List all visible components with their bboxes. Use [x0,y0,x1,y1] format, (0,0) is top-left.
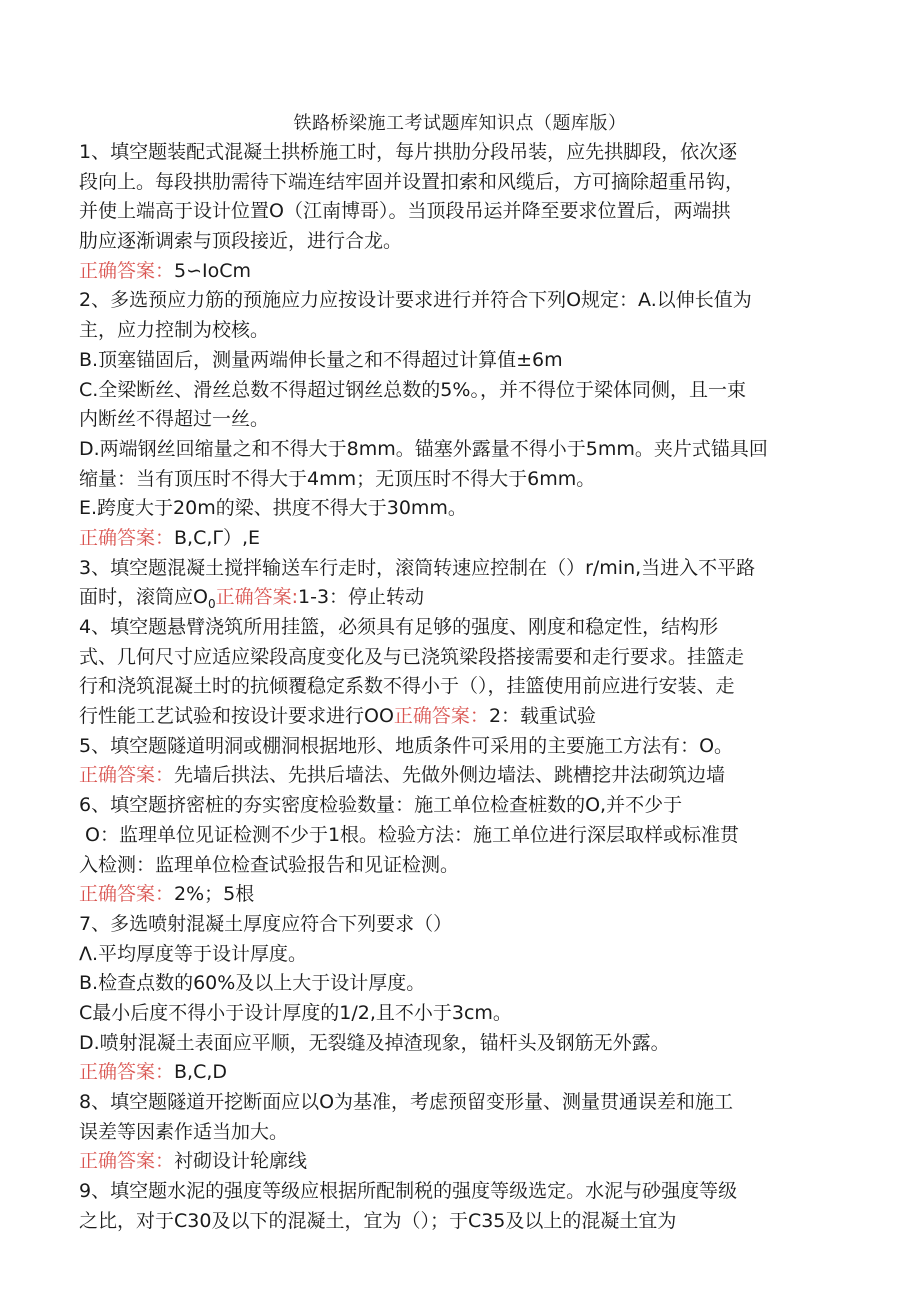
question-2-option-d-line-2: 缩量：当有顶压时不得大于4mm；无顶压时不得大于6mm。 [79,467,596,490]
answer-6 [79,880,849,910]
question-4-line-4-text: 行性能工艺试验和按设计要求进行OO [79,705,394,728]
answer-value: 5∽IoCm [174,259,252,282]
question-4-line-3: 行和浇筑混凝土时的抗倾覆稳定系数不得小于（），挂篮使用前应进行安装、走 [79,675,735,698]
question-2-option-b: B.顶塞锚固后，测量两端伸长量之和不得超过计算值±6m [79,348,563,371]
question-1-line-1: 1、填空题装配式混凝土拱桥施工时，每片拱肋分段吊装，应先拱脚段，依次逐 [79,141,738,163]
question-5-line-1: 5、填空题隧道明洞或棚洞根据地形、地质条件可采用的主要施工方法有：O。 [79,734,734,757]
question-6-line-2: O：监理单位见证检测不少于1根。检验方法：施工单位进行深层取样或标准贯 [85,823,740,846]
question-3-line-2-text: 面时，滚筒应O [79,586,208,609]
answer-8 [79,1147,849,1177]
question-6-line-3: 入检测：监理单位检查试验报告和见证检测。 [79,853,460,876]
answer-label: 正确答案： [79,526,175,549]
question-4-line-1: 4、填空题悬臂浇筑所用挂篮，必须具有足够的强度、刚度和稳定性，结构形 [79,616,719,638]
question-2-option-c-line-2: 内断丝不得超过一丝。 [79,408,270,431]
question-6-line-1: 6、填空题挤密桩的夯实密度检验数量：施工单位检查桩数的O,并不少于 [79,794,683,817]
question-7-line-1: 7、多选喷射混凝土厚度应符合下列要求（） [79,912,453,935]
answer-label: 正确答案: [215,586,299,609]
answer-label: 正确答案： [79,1150,175,1173]
answer-value: 1-3：停止转动 [298,586,425,609]
answer-2 [79,524,849,554]
question-2-option-e: E.跨度大于20m的梁、拱度不得大于30mm。 [79,497,467,520]
answer-label: 正确答案： [79,259,175,282]
answer-1 [79,257,849,287]
question-1-line-4: 肋应逐渐调索与顶段接近，进行合龙。 [79,230,403,253]
question-2-option-d-line-1: D.两端钢丝回缩量之和不得大于8mm。锚塞外露量不得小于5mm。夹片式锚具回 [79,437,768,460]
answer-value: B,C,D [174,1061,228,1084]
question-2-option-c-line-1: C.全梁断丝、滑丝总数不得超过钢丝总数的5%。，并不得位于梁体同侧，且一束 [79,378,746,401]
question-8-line-1: 8、填空题隧道开挖断面应以O为基准，考虑预留变形量、测量贯通误差和施工 [79,1091,734,1113]
question-3-subscript: 0 [207,597,216,612]
answer-label: 正确答案： [79,883,175,906]
question-1-line-2: 段向上。每段拱肋需待下端连结牢固并设置扣索和风缆后，方可摘除超重吊钩， [79,170,745,193]
answer-value: 先墙后拱法、先拱后墙法、先做外侧边墙法、跳槽挖井法砌筑边墙 [174,764,726,787]
question-7-option-d: D.喷射混凝土表面应平顺，无裂缝及掉渣现象，锚杆头及钢筋无外露。 [79,1031,670,1054]
answer-label: 正确答案： [79,764,175,787]
answer-label: 正确答案： [393,705,489,728]
document-title: 铁路桥梁施工考试题库知识点（题库版） [293,113,627,134]
answer-7 [79,1058,849,1088]
question-4-line-2: 式、几何尺寸应适应梁段高度变化及与已浇筑梁段搭接需要和走行要求。挂篮走 [79,645,745,668]
question-3-line-1: 3、填空题混凝土搅拌输送车行走时，滚筒转速应控制在（）r/min,当进入不平路 [79,556,756,579]
question-7-option-b: B.检查点数的60%及以上大于设计厚度。 [79,972,426,995]
question-2-line-2: 主，应力控制为校核。 [79,319,270,342]
question-7-option-a: Λ.平均厚度等于设计厚度。 [79,942,308,965]
question-7-option-c: C最小后度不得小于设计厚度的1/2,且不小于3cm。 [79,1001,512,1024]
answer-value: B,C,Γ）,E [174,526,261,549]
question-8-line-2: 误差等因素作适当加大。 [79,1120,289,1143]
answer-5 [79,761,849,791]
document-body [79,138,849,1236]
question-4-line-4 [79,702,849,732]
question-9-line-1: 9、填空题水泥的强度等级应根据所配制税的强度等级选定。水泥与砂强度等级 [79,1180,738,1203]
question-9-line-2: 之比，对于C30及以下的混凝土，宜为（）；于C35及以上的混凝土宜为 [79,1209,677,1232]
question-2-line-1: 2、多选预应力筋的预施应力应按设计要求进行并符合下列O规定：A.以伸长值为 [79,289,752,312]
answer-value: 2：载重试验 [488,705,597,728]
question-3-line-2 [79,583,849,613]
question-1-line-3: 并使上端高于设计位置O（江南博哥）。当顶段吊运并降至要求位置后，两端拱 [79,200,731,223]
answer-value: 衬砌设计轮廓线 [174,1150,308,1173]
answer-value: 2%；5根 [174,883,255,906]
answer-label: 正确答案： [79,1061,175,1084]
